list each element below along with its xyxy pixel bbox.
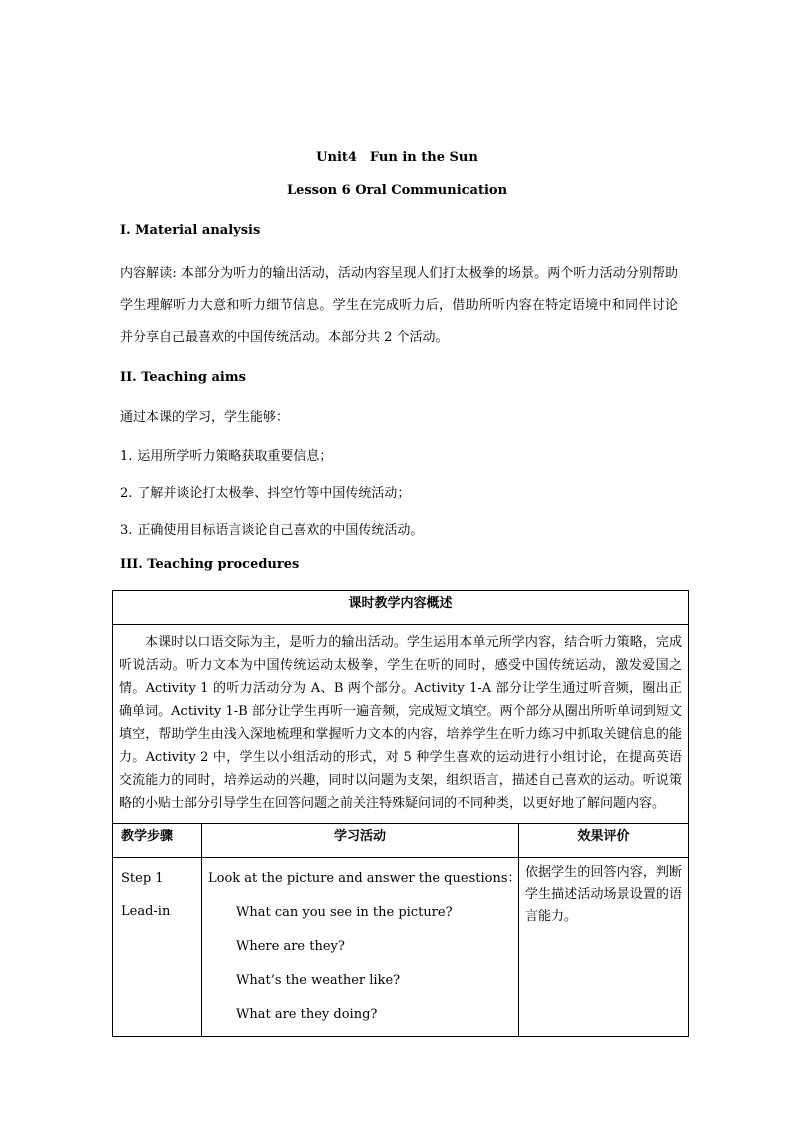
activity-question: What are they doing?: [236, 1007, 378, 1022]
lesson-title: Lesson 6 Oral Communication: [286, 183, 508, 198]
table-row: [113, 858, 689, 1037]
evaluation-cell: [519, 858, 689, 1037]
column-header-activity-label: 学习活动: [333, 829, 386, 844]
teaching-aim-item: [120, 519, 423, 538]
material-analysis-paragraph: 内容解读: 本部分为听力的输出活动，活动内容呈现人们打太极拳的场景。两个听力活动分别帮助学生理解听力大意和听力细节信息。学生在完成听力后，借助所听内容在特定语境中和同伴讨论并分享自己最喜欢的中国传统活动。本部分共 2 个活动。: [120, 266, 678, 345]
step-number: Step 1: [121, 871, 164, 886]
teaching-aim-item: [120, 482, 410, 501]
teaching-aim-number: 1.: [120, 449, 133, 464]
activity-question: Where are they?: [236, 939, 345, 954]
step-cell: [113, 858, 202, 1037]
column-header-activity: [202, 824, 519, 858]
evaluation-text: 依据学生的回答内容，判断学生描述活动场景设置的语言能力。: [525, 865, 683, 924]
overview-text: 本课时以口语交际为主，是听力的输出活动。学生运用本单元所学内容，结合听力策略，完成听说活动。听力文本为中国传统运动太极拳，学生在听的同时，感受中国传统运动，激发爱国之情。Activity 1 的听力活动分为 A、B 两个部分。Activity 1-A 部分让学生通过听音频，圈出正确单词。Activity 1-B 部分让学生再听一遍音频，完成短文填空。两个部分从圈出所听单词到短文填空，帮助学生由浅入深地梳理和掌握听力文本的内容，培养学生在听力练习中抓取关键信息的能力。Activity 2 中，学生以小组活动的形式，对 5 种学生喜欢的运动进行小组讨论，在提高英语交流能力的同时，培养运动的兴趣，同时以问题为支架，组织语言，描述自己喜欢的运动。听说策略的小贴士部分引导学生在回答问题之前关注特殊疑问词的不同种类，以更好地了解问题内容。: [119, 635, 683, 811]
activity-intro: Look at the picture and answer the questions：: [208, 871, 521, 886]
overview-title-cell: [113, 591, 689, 625]
teaching-aim-number: 2.: [120, 486, 133, 501]
activity-question: What can you see in the picture?: [236, 905, 453, 920]
overview-title: 课时教学内容概述: [348, 596, 453, 611]
section-heading-teaching-procedures: III. Teaching procedures: [120, 557, 300, 572]
column-header-evaluation: [519, 824, 689, 858]
column-header-evaluation-label: 效果评价: [577, 829, 630, 844]
teaching-aim-item: [120, 445, 332, 464]
activity-question: What’s the weather like?: [236, 973, 401, 988]
teaching-aim-number: 3.: [120, 523, 133, 538]
teaching-aim-text: 了解并谈论打太极拳、抖空竹等中国传统活动；: [137, 486, 411, 501]
section-heading-material-analysis: I. Material analysis: [120, 223, 261, 238]
step-name: Lead-in: [121, 904, 171, 919]
section-heading-teaching-aims: II. Teaching aims: [120, 370, 246, 385]
unit-title: Unit4 Fun in the Sun: [316, 150, 478, 165]
column-header-step: [113, 824, 202, 858]
teaching-aim-text: 运用所学听力策略获取重要信息；: [137, 449, 333, 464]
teaching-aim-text: 正确使用目标语言谈论自己喜欢的中国传统活动。: [137, 523, 424, 538]
activity-cell: [202, 858, 519, 1037]
column-header-step-label: 教学步骤: [121, 829, 174, 844]
overview-text-cell: [113, 625, 689, 824]
teaching-aims-intro: 通过本课的学习，学生能够：: [120, 410, 290, 425]
teaching-procedures-table: [112, 590, 689, 1037]
